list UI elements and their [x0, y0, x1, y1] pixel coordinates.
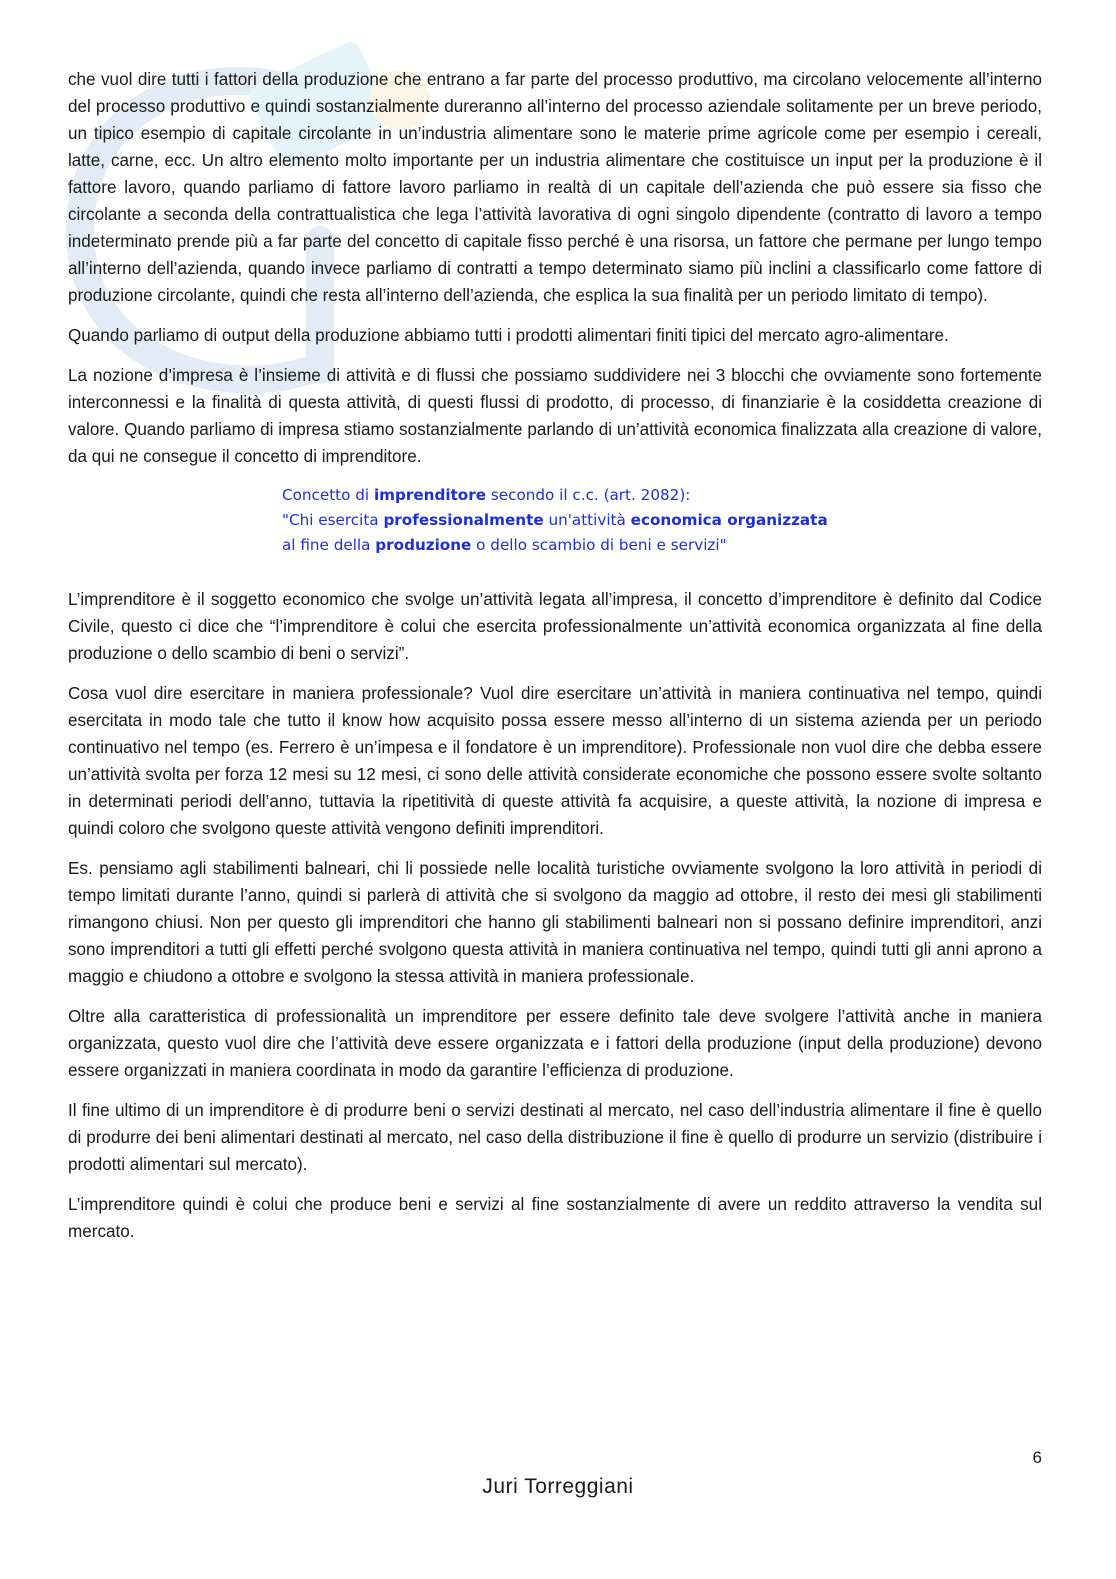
civil-code-quote — [282, 483, 1042, 558]
paragraph: Es. pensiamo agli stabilimenti balneari, chi li possiede nelle località turistiche ovviamente svolgono la loro attività in periodi di tempo limitati durante l’anno, quindi si parlerà di attività che si svolgono da maggio ad ottobre, il resto dei mesi gli stabilimenti rimangono chiusi. Non per questo gli imprenditori che hanno gli stabilimenti balneari non si possano definire imprenditori, anzi sono imprenditori a tutti gli effetti perché svolgono questa attività in maniera continuativa nel tempo, quindi tutti gli anni aprono a maggio e chiudono a ottobre e svolgono la stessa attività in maniera professionale. — [68, 859, 1042, 986]
quote-line-3: al fine della produzione o dello scambio di beni e servizi" — [282, 536, 727, 554]
document-body — [68, 66, 1042, 1258]
paragraph: Oltre alla caratteristica di professionalità un imprenditore per essere definito tale deve svolgere l’attività anche in maniera organizzata, questo vuol dire che l’attività deve essere organizzata e i fattori della produzione (input della produzione) devono essere organizzati in maniera coordinata in modo da garantire l’efficienza di produzione. — [68, 1007, 1042, 1080]
paragraph: Cosa vuol dire esercitare in maniera professionale? Vuol dire esercitare un’attività in maniera continuativa nel tempo, quindi esercitata in modo tale che tutto il know how acquisito possa essere messo all’interno di un sistema azienda per un periodo continuativo nel tempo (es. Ferrero è un’impesa e il fondatore è un imprenditore). Professionale non vuol dire che debba essere un’attività svolta per forza 12 mesi su 12 mesi, ci sono delle attività considerate economiche che possono essere svolte soltanto in determinati periodi dell’anno, tuttavia la ripetitività di queste attività fa acquisire, a queste attività, la nozione di impresa e quindi coloro che svolgono queste attività vengono definiti imprenditori. — [68, 684, 1042, 838]
paragraph: Quando parliamo di output della produzione abbiamo tutti i prodotti alimentari finiti tipici del mercato agro-alimentare. — [68, 326, 949, 345]
quote-line-1: Concetto di imprenditore secondo il c.c. (art. 2082): — [282, 486, 691, 504]
quote-line-2: "Chi esercita professionalmente un'attività economica organizzata — [282, 511, 828, 529]
paragraph: che vuol dire tutti i fattori della produzione che entrano a far parte del processo produttivo, ma circolano velocemente all’interno del processo produttivo e quindi sostanzialmente dureranno all’interno del processo aziendale solitamente per un breve periodo, un tipico esempio di capitale circolante in un’industria alimentare sono le materie prime agricole come per esempio i cereali, latte, carne, ecc. Un altro elemento molto importante per un industria alimentare che costituisce un input per la produzione è il fattore lavoro, quando parliamo di fattore lavoro parliamo in realtà di un capitale dell’azienda che può essere sia fisso che circolante a seconda della contrattualistica che lega l’attività lavorativa di ogni singolo dipendente (contratto di lavoro a tempo indeterminato prende più a far parte del concetto di capitale fisso perché è una risorsa, un fattore che permane per lungo tempo all’interno dell’azienda, quando invece parliamo di contratti a tempo determinato siamo più inclini a classificarlo come fattore di produzione circolante, quindi che resta all’interno dell’azienda, che esplica la sua finalità per un periodo limitato di tempo). — [68, 70, 1042, 305]
paragraph: L’imprenditore è il soggetto economico che svolge un’attività legata all’impresa, il concetto d’imprenditore è definito dal Codice Civile, questo ci dice che “l’imprenditore è colui che esercita professionalmente un’attività economica organizzata al fine della produzione o dello scambio di beni o servizi”. — [68, 590, 1042, 663]
paragraph: L’imprenditore quindi è colui che produce beni e servizi al fine sostanzialmente di avere un reddito attraverso la vendita sul mercato. — [68, 1195, 1042, 1241]
page-number: 6 — [1032, 1448, 1042, 1467]
paragraph: La nozione d’impresa è l’insieme di attività e di flussi che possiamo suddividere nei 3 blocchi che ovviamente sono fortemente interconnessi e la finalità di questa attività, di questi flussi di prodotto, di processo, di finanziarie è la cosiddetta creazione di valore. Quando parliamo di impresa stiamo sostanzialmente parlando di un’attività economica finalizzata alla creazione di valore, da qui ne consegue il concetto di imprenditore. — [68, 366, 1042, 466]
paragraph: Il fine ultimo di un imprenditore è di produrre beni o servizi destinati al mercato, nel caso dell’industria alimentare il fine è quello di produrre dei beni alimentari destinati al mercato, nel caso della distribuzione il fine è quello di produrre un servizio (distribuire i prodotti alimentari sul mercato). — [68, 1101, 1042, 1174]
footer-author: Juri Torreggiani — [482, 1475, 634, 1498]
